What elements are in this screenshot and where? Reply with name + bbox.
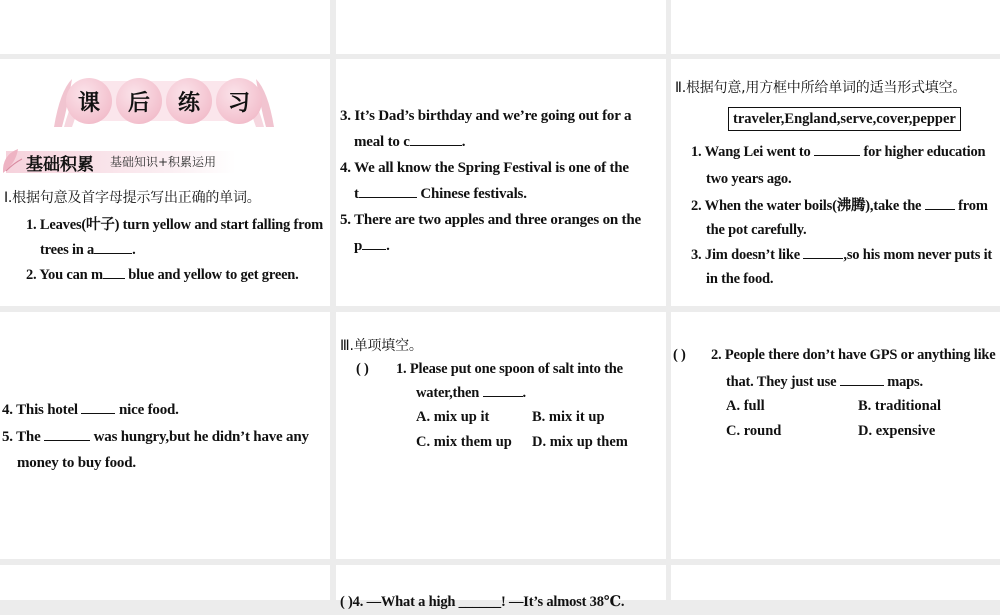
leaf-icon xyxy=(0,147,26,177)
part1-q5-suffix: . xyxy=(386,238,390,254)
part3-q1-suffix: . xyxy=(522,385,526,401)
part3-q1-paren[interactable]: ( ) xyxy=(356,361,369,377)
part1-q1-suffix: . xyxy=(132,242,136,258)
section-title: 基础积累 xyxy=(26,155,94,175)
panel-part1-continued xyxy=(336,59,666,306)
part1-q5-blank[interactable] xyxy=(362,249,386,250)
part1-q1-line2 xyxy=(40,237,136,263)
part2-q5-line2: money to buy food. xyxy=(17,455,136,471)
bottom-right-cell xyxy=(671,565,1000,600)
part2-q4 xyxy=(2,397,179,423)
part2-q5-line1 xyxy=(2,424,309,450)
part2-q1-suffix: for higher education xyxy=(863,144,986,160)
panel-part3-continued xyxy=(671,312,1000,559)
section-subtitle: 基础知识+积累运用 xyxy=(110,155,217,169)
part2-q1-line1 xyxy=(691,139,985,165)
part1-q3-line1: 3. It’s Dad’s birthday and we’re going out for a xyxy=(340,108,632,124)
part1-q5-line1: 5. There are two apples and three oranges on the xyxy=(340,212,641,228)
part3-q2-line2 xyxy=(726,369,923,395)
part2-q1-blank[interactable] xyxy=(814,155,860,156)
part2-q4-blank[interactable] xyxy=(81,413,115,414)
part3-q1-option-c[interactable]: C. mix them up xyxy=(416,434,512,450)
part2-q3-line1 xyxy=(691,242,992,268)
banner-char-3: 练 xyxy=(166,78,212,124)
banner-char-4: 习 xyxy=(216,78,262,124)
word-box: traveler,England,serve,cover,pepper xyxy=(728,107,961,131)
part2-q5-blank[interactable] xyxy=(44,440,90,441)
part3-q2-option-c[interactable]: C. round xyxy=(726,423,782,439)
part3-q1-blank[interactable] xyxy=(483,396,523,397)
part3-q1-line1: 1. Please put one spoon of salt into the xyxy=(396,361,623,377)
part3-q2-option-b[interactable]: B. traditional xyxy=(858,398,941,414)
part3-q2-paren[interactable]: ( ) xyxy=(673,347,686,363)
part2-q3-blank[interactable] xyxy=(803,258,843,259)
part2-heading: Ⅱ.根据句意,用方框中所给单词的适当形式填空。 xyxy=(675,80,967,96)
part2-q1-prefix: 1. Wang Lei went to xyxy=(691,144,811,160)
part2-q5-prefix: 5. The xyxy=(2,429,41,445)
part3-q1-options xyxy=(416,405,628,455)
top-middle-cell xyxy=(336,0,666,54)
part1-q3-blank[interactable] xyxy=(410,145,462,146)
part3-q2-option-a[interactable]: A. full xyxy=(726,398,765,414)
part2-q2-line1 xyxy=(691,193,988,219)
part1-q4-line1: 4. We all know the Spring Festival is one of the xyxy=(340,160,629,176)
part1-q3-prefix: meal to c xyxy=(354,134,410,150)
part3-q1-option-b[interactable]: B. mix it up xyxy=(532,409,605,425)
banner-char-2: 后 xyxy=(116,78,162,124)
bottom-middle-cell xyxy=(336,565,666,610)
part1-q4-blank[interactable] xyxy=(359,197,417,198)
section-tag xyxy=(0,147,240,177)
part1-q5-line2 xyxy=(354,233,390,259)
part1-q2-blank[interactable] xyxy=(103,278,125,279)
part3-q1-line2 xyxy=(416,380,526,406)
part3-q2-line1: 2. People there don’t have GPS or anything like xyxy=(711,347,996,363)
panel-part2-continued xyxy=(0,312,330,559)
part2-q3-line2: in the food. xyxy=(706,271,774,287)
part3-q2-blank[interactable] xyxy=(840,385,884,386)
part2-q2-suffix: from xyxy=(958,198,988,214)
part3-q2-suffix: maps. xyxy=(883,374,923,390)
panel-part2 xyxy=(671,59,1000,306)
part2-q2-blank[interactable] xyxy=(925,209,955,210)
part1-q2-suffix: blue and yellow to get green. xyxy=(124,267,299,283)
title-banner xyxy=(50,71,278,131)
top-left-cell xyxy=(0,0,330,54)
part1-q4-line2 xyxy=(354,181,527,207)
panel-exercises-intro xyxy=(0,59,330,306)
part2-q4-prefix: 4. This hotel xyxy=(2,402,78,418)
part3-heading: Ⅲ.单项填空。 xyxy=(340,338,423,354)
part2-q3-prefix: 3. Jim doesn’t like xyxy=(691,247,800,263)
part2-q3-suffix: ,so his mom never puts it xyxy=(843,247,993,263)
part1-q5-prefix: p xyxy=(354,238,363,254)
part3-q2-option-d[interactable]: D. expensive xyxy=(858,423,936,439)
part3-q1-option-a[interactable]: A. mix up it xyxy=(416,409,490,425)
panel-part3 xyxy=(336,312,666,559)
part1-q1-blank[interactable] xyxy=(94,253,132,254)
part1-q4-suffix: Chinese festivals. xyxy=(416,186,527,202)
part2-q5-suffix: was hungry,but he didn’t have any xyxy=(90,429,309,445)
part1-q3-line2 xyxy=(354,129,465,155)
part1-q1-prefix: trees in a xyxy=(40,242,95,258)
part3-q2-prefix: that. They just use xyxy=(726,374,837,390)
bottom-left-cell xyxy=(0,565,330,600)
part3-q1-prefix: water,then xyxy=(416,385,480,401)
part2-q2-prefix: 2. When the water boils(沸腾),take the xyxy=(691,198,922,214)
part2-q2-line2: the pot carefully. xyxy=(706,222,807,238)
part1-q1-line1: 1. Leaves(叶子) turn yellow and start falling from xyxy=(26,217,324,233)
part3-q2-options xyxy=(726,394,941,444)
part1-q4-prefix: t xyxy=(354,186,359,202)
part1-q2 xyxy=(26,262,299,288)
banner-char-1: 课 xyxy=(66,78,112,124)
part3-q1-option-d[interactable]: D. mix up them xyxy=(532,434,628,450)
part1-q3-suffix: . xyxy=(461,134,466,150)
part1-q2-prefix: 2. You can m xyxy=(26,267,103,283)
part3-q4-partial: ( )4. —What a high ______! —It’s almost 38℃. xyxy=(340,594,625,610)
top-right-cell xyxy=(671,0,1000,54)
part2-q1-line2: two years ago. xyxy=(706,171,792,187)
part1-heading: Ⅰ.根据句意及首字母提示写出正确的单词。 xyxy=(4,190,261,206)
part2-q4-suffix: nice food. xyxy=(115,402,179,418)
